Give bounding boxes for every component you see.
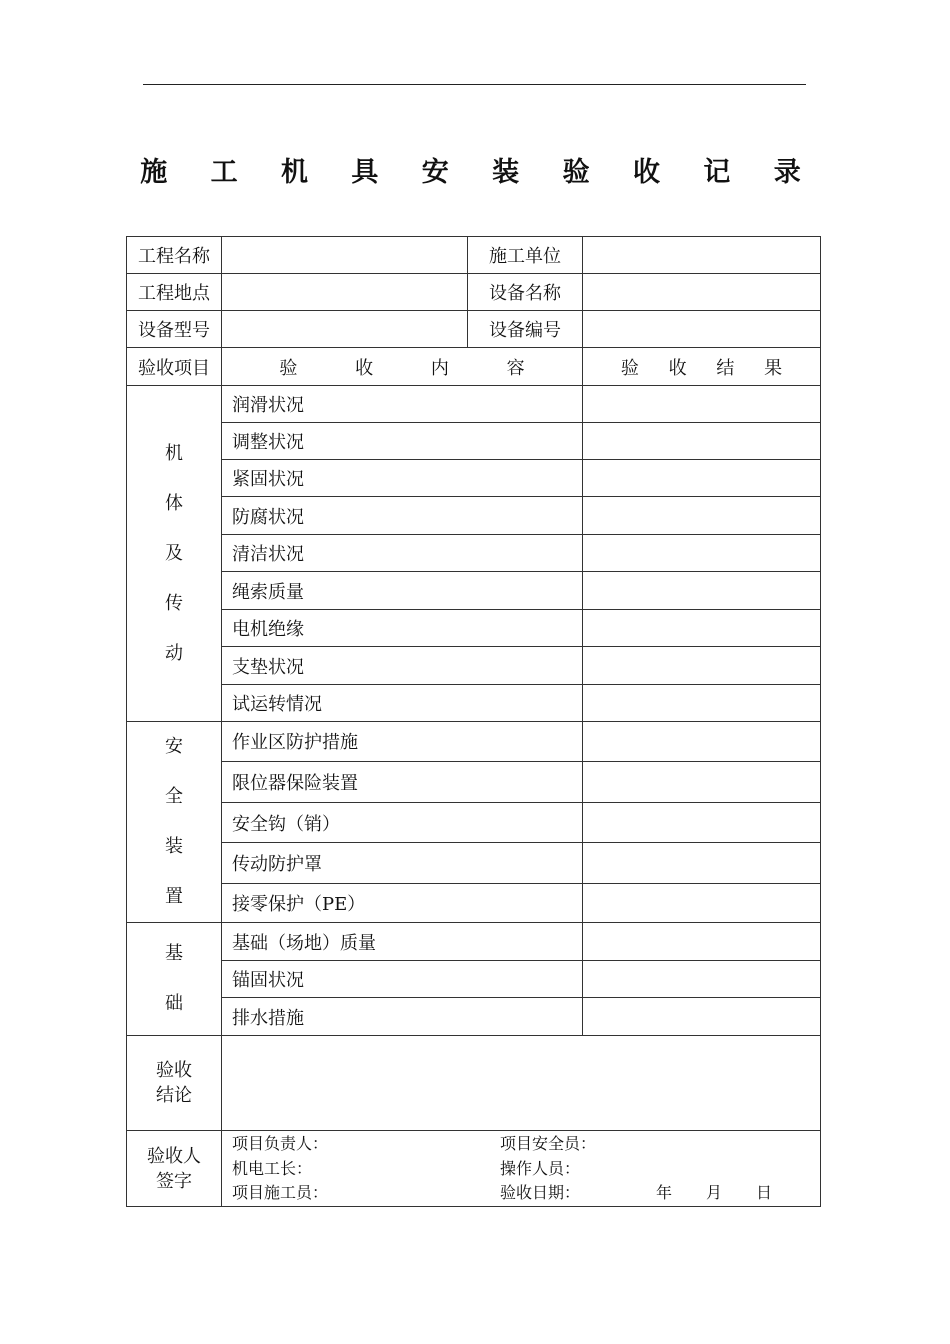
date-day: 日	[756, 1183, 773, 1203]
signature-area[interactable]	[222, 1131, 821, 1207]
result-cell[interactable]	[583, 803, 821, 843]
equipment-model-field[interactable]	[222, 311, 468, 348]
result-cell[interactable]	[583, 497, 821, 535]
project-name-field[interactable]	[222, 237, 468, 274]
equipment-name-field[interactable]	[583, 274, 821, 311]
group-label-char: 安	[165, 736, 183, 757]
signature-label-line: 签字	[156, 1170, 192, 1192]
inspection-item: 防腐状况	[222, 497, 583, 535]
signature-electromechanical-foreman: 机电工长：	[232, 1158, 313, 1178]
date-label: 验收日期：	[500, 1183, 581, 1203]
equipment-number-field[interactable]	[583, 311, 821, 348]
inspection-item: 清洁状况	[222, 535, 583, 572]
group-label-machine-body	[127, 386, 222, 722]
table-row	[127, 923, 821, 961]
conclusion-label	[127, 1036, 222, 1131]
result-cell[interactable]	[583, 460, 821, 497]
field-label: 设备型号	[127, 311, 222, 348]
inspection-item: 电机绝缘	[222, 610, 583, 647]
signature-row	[127, 1131, 821, 1207]
table-row	[127, 722, 821, 762]
result-cell[interactable]	[583, 572, 821, 610]
construction-unit-field[interactable]	[583, 237, 821, 274]
conclusion-label-line: 结论	[156, 1085, 192, 1106]
conclusion-row	[127, 1036, 821, 1131]
field-label: 设备编号	[468, 311, 583, 348]
result-cell[interactable]	[583, 722, 821, 762]
group-label-char: 基	[165, 943, 183, 964]
inspection-form-table	[126, 236, 821, 1207]
inspection-item: 传动防护罩	[222, 843, 583, 884]
col-header-item: 验收项目	[127, 348, 222, 386]
table-row	[127, 535, 821, 572]
conclusion-field[interactable]	[222, 1036, 821, 1131]
conclusion-label-line: 验收	[156, 1060, 192, 1081]
group-label-char: 及	[165, 542, 183, 564]
result-cell[interactable]	[583, 761, 821, 802]
group-label-char: 传	[165, 592, 183, 614]
page-title: 施 工 机 具 安 装 验 收 记 录	[140, 157, 818, 188]
signature-label-line: 验收人	[147, 1145, 201, 1167]
result-cell[interactable]	[583, 685, 821, 722]
inspection-item: 排水措施	[222, 998, 583, 1036]
inspection-item: 紧固状况	[222, 460, 583, 497]
inspection-item: 润滑状况	[222, 386, 583, 423]
date-year: 年	[656, 1183, 673, 1203]
inspection-item: 作业区防护措施	[222, 722, 583, 762]
field-label: 工程地点	[127, 274, 222, 311]
table-row	[127, 423, 821, 460]
table-row	[127, 647, 821, 685]
header-row	[127, 311, 821, 348]
table-row	[127, 884, 821, 923]
col-header-result: 验 收 结 果	[583, 348, 821, 386]
inspection-item: 安全钩（销）	[222, 803, 583, 843]
group-label-char: 础	[165, 993, 183, 1014]
table-row	[127, 843, 821, 884]
signature-safety-officer: 项目安全员：	[500, 1134, 597, 1154]
table-row	[127, 610, 821, 647]
group-label-char: 装	[165, 836, 183, 857]
inspection-item: 基础（场地）质量	[222, 923, 583, 961]
group-label-char: 动	[165, 642, 183, 664]
inspection-item: 调整状况	[222, 423, 583, 460]
result-cell[interactable]	[583, 843, 821, 884]
table-row	[127, 460, 821, 497]
table-row	[127, 685, 821, 722]
header-row	[127, 237, 821, 274]
col-header-content: 验 收 内 容	[222, 348, 583, 386]
result-cell[interactable]	[583, 961, 821, 998]
table-row	[127, 386, 821, 423]
table-row	[127, 572, 821, 610]
group-label-char: 机	[165, 442, 183, 464]
project-location-field[interactable]	[222, 274, 468, 311]
result-cell[interactable]	[583, 610, 821, 647]
table-row	[127, 497, 821, 535]
signature-construction-officer: 项目施工员：	[232, 1183, 329, 1203]
inspection-item: 锚固状况	[222, 961, 583, 998]
signature-label	[127, 1131, 222, 1207]
result-cell[interactable]	[583, 535, 821, 572]
group-label-safety-device	[127, 722, 222, 923]
table-row	[127, 761, 821, 802]
inspection-item: 接零保护（PE）	[222, 884, 583, 923]
inspection-item: 绳索质量	[222, 572, 583, 610]
result-cell[interactable]	[583, 998, 821, 1036]
column-header-row	[127, 348, 821, 386]
field-label: 施工单位	[468, 237, 583, 274]
result-cell[interactable]	[583, 423, 821, 460]
group-label-char: 置	[165, 886, 183, 907]
group-label-char: 全	[165, 786, 183, 807]
header-row	[127, 274, 821, 311]
result-cell[interactable]	[583, 884, 821, 923]
inspection-item: 试运转情况	[222, 685, 583, 722]
result-cell[interactable]	[583, 923, 821, 961]
date-month: 月	[706, 1183, 723, 1203]
inspection-item: 限位器保险装置	[222, 761, 583, 802]
group-label-foundation	[127, 923, 222, 1036]
table-row	[127, 961, 821, 998]
inspection-item: 支垫状况	[222, 647, 583, 685]
table-row	[127, 803, 821, 843]
signature-date	[500, 1181, 820, 1206]
field-label: 设备名称	[468, 274, 583, 311]
table-row	[127, 998, 821, 1036]
result-cell[interactable]	[583, 386, 821, 423]
signature-project-manager: 项目负责人：	[232, 1134, 329, 1154]
header-rule	[143, 84, 806, 85]
signature-operator: 操作人员：	[500, 1158, 581, 1178]
group-label-char: 体	[165, 492, 183, 514]
result-cell[interactable]	[583, 647, 821, 685]
field-label: 工程名称	[127, 237, 222, 274]
